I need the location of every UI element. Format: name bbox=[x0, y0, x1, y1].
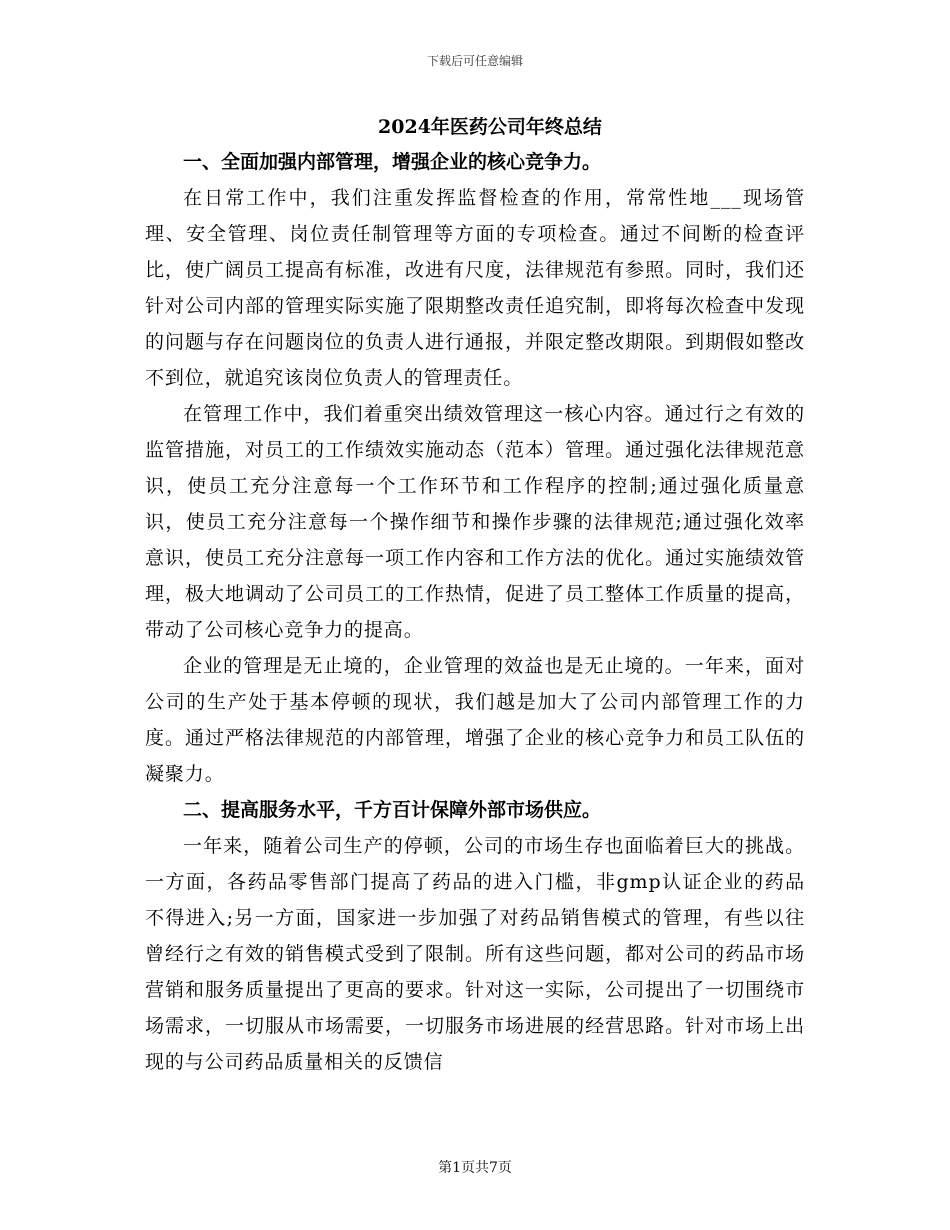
document-body bbox=[145, 110, 805, 1080]
section-heading-2: 二、提高服务水平，千方百计保障外部市场供应。 bbox=[183, 799, 602, 821]
paragraph-2: 在管理工作中，我们着重突出绩效管理这一核心内容。通过行之有效的监管措施，对员工的工作绩效实施动态（范本）管理。通过强化法律规范意识，使员工充分注意每一个工作环节和工作程序的控制;通过强化质量意识，使员工充分注意每一个操作细节和操作步骤的法律规范;通过强化效率意识，使员工充分注意每一项工作内容和工作方法的优化。通过实施绩效管理，极大地调动了公司员工的工作热情，促进了员工整体工作质量的提高，带动了公司核心竞争力的提高。 bbox=[145, 403, 805, 641]
page-footer: 第1页共7页 bbox=[438, 1160, 512, 1176]
document-title: 2024年医药公司年终总结 bbox=[378, 116, 602, 138]
section-heading-1: 一、全面加强内部管理，增强企业的核心竞争力。 bbox=[183, 151, 602, 173]
page-header: 下载后可任意编辑 bbox=[426, 54, 523, 68]
paragraph-3: 企业的管理是无止境的，企业管理的效益也是无止境的。一年来，面对公司的生产处于基本停顿的现状，我们越是加大了公司内部管理工作的力度。通过严格法律规范的内部管理，增强了企业的核心竞争力和员工队伍的凝聚力。 bbox=[145, 655, 805, 785]
paragraph-4: 一年来，随着公司生产的停顿，公司的市场生存也面临着巨大的挑战。一方面，各药品零售部门提高了药品的进入门槛，非gmp认证企业的药品不得进入;另一方面，国家进一步加强了对药品销售模式的管理，有些以往曾经行之有效的销售模式受到了限制。所有这些问题，都对公司的药品市场营销和服务质量提出了更高的要求。针对这一实际，公司提出了一切围绕市场需求，一切服从市场需要，一切服务市场进展的经营思路。针对市场上出现的与公司药品质量相关的反馈信 bbox=[145, 835, 805, 1073]
paragraph-1: 在日常工作中，我们注重发挥监督检查的作用，常常性地___现场管理、安全管理、岗位责任制管理等方面的专项检查。通过不间断的检查评比，使广阔员工提高有标准，改进有尺度，法律规范有参照。同时，我们还针对公司内部的管理实际实施了限期整改责任追究制，即将每次检查中发现的问题与存在问题岗位的负责人进行通报，并限定整改期限。到期假如整改不到位，就追究该岗位负责人的管理责任。 bbox=[145, 187, 805, 389]
